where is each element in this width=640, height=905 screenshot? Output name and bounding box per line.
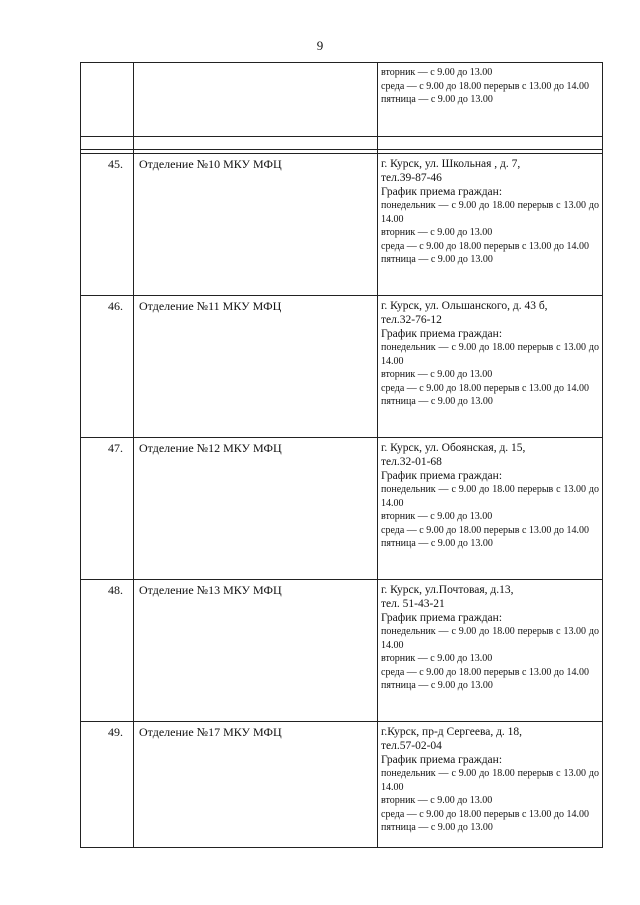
schedule-tuesday: вторник — с 9.00 до 13.00: [381, 227, 493, 238]
table-row: [81, 296, 603, 438]
schedule-wednesday: среда — с 9.00 до 18.00 перерыв с 13.00 до 14.00: [381, 80, 589, 92]
schedule-title: График приема граждан:: [381, 470, 503, 482]
info-cell: [378, 63, 603, 137]
branch-phone: тел.57-02-04: [381, 740, 442, 752]
table-row: [81, 722, 603, 848]
table-row: [81, 154, 603, 296]
schedule-monday: понедельник — с 9.00 до 18.00 перерыв с 13.00 до 14.00: [381, 484, 599, 509]
schedule-friday: пятница — с 9.00 до 13.00: [381, 254, 493, 265]
schedule-friday: пятница — с 9.00 до 13.00: [381, 822, 493, 833]
row-number: 49.: [81, 722, 134, 848]
branch-name: Отделение №13 МКУ МФЦ: [134, 580, 378, 722]
branch-name: Отделение №17 МКУ МФЦ: [134, 722, 378, 848]
branch-phone: тел. 51-43-21: [381, 598, 445, 610]
row-number: 48.: [81, 580, 134, 722]
number-cell: [81, 63, 134, 137]
schedule-friday: пятница — с 9.00 до 13.00: [381, 680, 493, 691]
schedule-wednesday: среда — с 9.00 до 18.00 перерыв с 13.00 до 14.00: [381, 240, 589, 252]
branch-phone: тел.39-87-46: [381, 172, 442, 184]
schedule-wednesday: среда — с 9.00 до 18.00 перерыв с 13.00 до 14.00: [381, 808, 589, 820]
schedule-monday: понедельник — с 9.00 до 18.00 перерыв с 13.00 до 14.00: [381, 200, 599, 225]
branch-info: [378, 722, 603, 848]
branch-address: г. Курск, ул. Школьная , д. 7,: [381, 158, 521, 170]
schedule-wednesday: среда — с 9.00 до 18.00 перерыв с 13.00 до 14.00: [381, 666, 589, 678]
schedule-tuesday: вторник — с 9.00 до 13.00: [381, 653, 493, 664]
schedule-title: График приема граждан:: [381, 754, 503, 766]
schedule-monday: понедельник — с 9.00 до 18.00 перерыв с 13.00 до 14.00: [381, 626, 599, 651]
schedule-monday: понедельник — с 9.00 до 18.00 перерыв с 13.00 до 14.00: [381, 342, 599, 367]
branch-phone: тел.32-76-12: [381, 314, 442, 326]
page-number: 9: [316, 38, 324, 53]
branch-info: [378, 154, 603, 296]
schedule-tuesday: вторник — с 9.00 до 13.00: [381, 795, 493, 806]
table-row: [81, 580, 603, 722]
branch-name: Отделение №10 МКУ МФЦ: [134, 154, 378, 296]
branch-phone: тел.32-01-68: [381, 456, 442, 468]
schedule-monday: понедельник — с 9.00 до 18.00 перерыв с 13.00 до 14.00: [381, 768, 599, 793]
branch-info: [378, 580, 603, 722]
schedule-tuesday: вторник — с 9.00 до 13.00: [381, 511, 493, 522]
schedule-title: График приема граждан:: [381, 186, 503, 198]
schedule-title: График приема граждан:: [381, 612, 503, 624]
branch-address: г. Курск, ул. Обоянская, д. 15,: [381, 442, 526, 454]
continuation-row: [81, 63, 603, 137]
schedule-title: График приема граждан:: [381, 328, 503, 340]
row-number: 47.: [81, 438, 134, 580]
branch-address: г. Курск, ул. Ольшанского, д. 43 б,: [381, 300, 548, 312]
mfc-branches-table: [80, 62, 603, 848]
schedule-friday: пятница — с 9.00 до 13.00: [381, 94, 493, 105]
schedule-wednesday: среда — с 9.00 до 18.00 перерыв с 13.00 до 14.00: [381, 382, 589, 394]
row-number: 45.: [81, 154, 134, 296]
schedule-tuesday: вторник — с 9.00 до 13.00: [381, 369, 493, 380]
branch-info: [378, 296, 603, 438]
branch-info: [378, 438, 603, 580]
schedule-tuesday: вторник — с 9.00 до 13.00: [381, 67, 493, 78]
schedule-wednesday: среда — с 9.00 до 18.00 перерыв с 13.00 до 14.00: [381, 524, 589, 536]
branch-address: г.Курск, пр-д Сергеева, д. 18,: [381, 726, 523, 738]
branch-name: Отделение №12 МКУ МФЦ: [134, 438, 378, 580]
schedule-friday: пятница — с 9.00 до 13.00: [381, 396, 493, 407]
row-number: 46.: [81, 296, 134, 438]
branch-name: Отделение №11 МКУ МФЦ: [134, 296, 378, 438]
table-row: [81, 438, 603, 580]
schedule-friday: пятница — с 9.00 до 13.00: [381, 538, 493, 549]
branch-address: г. Курск, ул.Почтовая, д.13,: [381, 584, 514, 596]
spacer-row: [81, 137, 603, 150]
name-cell: [134, 63, 378, 137]
